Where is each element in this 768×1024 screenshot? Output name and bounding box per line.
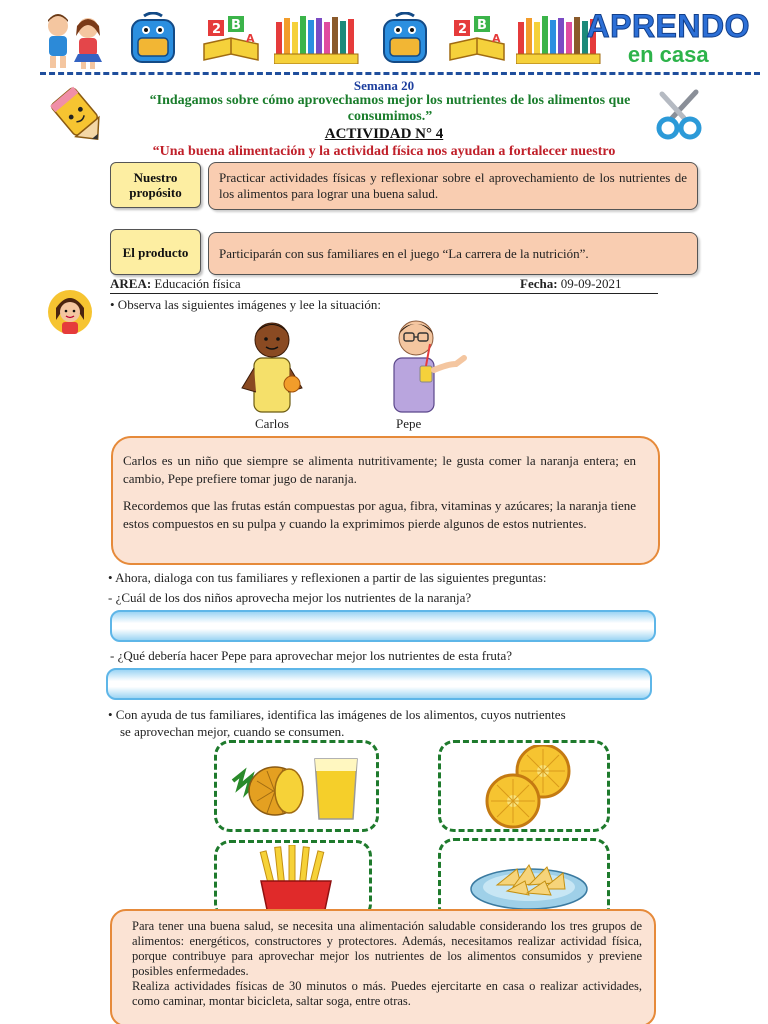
- book-abc-icon: [446, 14, 508, 64]
- proposito-label: Nuestro propósito: [129, 170, 182, 200]
- svg-text:2: 2: [212, 22, 222, 37]
- backpack-icon: [376, 12, 434, 64]
- pineapple-plate-icon: [467, 851, 591, 913]
- food-option-pineapple-slices[interactable]: [438, 740, 610, 832]
- logo-line-2: en casa: [627, 42, 709, 67]
- observa-instruction: • Observa las siguientes imágenes y lee la situación:: [110, 297, 381, 312]
- pineapple-juice-icon: [227, 751, 371, 823]
- area-label: AREA:: [110, 276, 152, 291]
- pineapple-slices-icon: [469, 745, 589, 829]
- producto-label-box: [110, 229, 201, 275]
- activity-number: ACTIVIDAD N° 4: [324, 126, 444, 142]
- info-paragraph-1: Para tener una buena salud, se necesita una alimentación saludable considerando los tres grupos de alimentos: energéticos, constructores y protectores. Además, necesitamos realizar actividad física, porque contribuye para aprovechar mejor los nutrientes de los alimentos consumidos y previene posibles enfermedades.: [132, 919, 642, 978]
- carlos-illustration: [236, 316, 308, 414]
- producto-label: El producto: [122, 244, 189, 260]
- area-field: [110, 276, 241, 292]
- identifica-instruction-line-1: • Con ayuda de tus familiares, identifica las imágenes de los alimentos, cuyos nutrientes: [108, 707, 566, 722]
- girl-icon: [44, 286, 96, 336]
- identifica-instruction-line-2: se aprovechan mejor, cuando se consumen.: [120, 724, 345, 739]
- dialoga-instruction: • Ahora, dialoga con tus familiares y reflexionen a partir de las siguientes preguntas:: [108, 570, 547, 585]
- food-option-french-fries[interactable]: [214, 840, 372, 920]
- kids-icon: [36, 10, 112, 70]
- area-fecha-row: [110, 276, 658, 294]
- story-paragraph-2: Recordemos que las frutas están compuestas por agua, fibra, vitaminas y azúcares; la naranja tiene estos compuestos en su pulpa y cuando la exprimimos pierde algunos de estos nutrientes.: [123, 498, 636, 531]
- svg-text:A: A: [246, 32, 255, 45]
- french-fries-icon: [251, 845, 341, 919]
- question-1: - ¿Cuál de los dos niños aprovecha mejor los nutrientes de la naranja?: [108, 590, 472, 605]
- answer-field-2[interactable]: [106, 668, 652, 700]
- food-option-pineapple-juice[interactable]: [214, 740, 379, 832]
- area-value: Educación física: [154, 276, 241, 291]
- story-paragraph-1: Carlos es un niño que siempre se alimenta nutritivamente; le gusta comer la naranja entera; en cambio, Pepe prefiere tomar jugo de naranja.: [123, 453, 636, 486]
- carlos-label: Carlos: [255, 416, 289, 431]
- info-box: [110, 909, 656, 1024]
- info-paragraph-2: Realiza actividades físicas de 30 minutos o más. Puedes ejercitarte en casa o realizar actividades, como caminar, montar bicicleta, saltar soga, entre otras.: [132, 979, 642, 1008]
- producto-text-box: [208, 232, 698, 275]
- activity-title: “Una buena alimentación y la actividad física nos ayudan a fortalecer nuestro: [152, 144, 616, 159]
- svg-text:2: 2: [458, 22, 468, 37]
- logo-line-1: APRENDO: [586, 8, 750, 44]
- pepe-illustration: [384, 314, 470, 414]
- pepe-label: Pepe: [396, 416, 422, 431]
- producto-text: Participarán con sus familiares en el juego “La carrera de la nutrición”.: [219, 245, 589, 261]
- proposito-label-box: [110, 162, 201, 208]
- answer-field-1[interactable]: [110, 610, 656, 642]
- fecha-field: [520, 276, 621, 292]
- aprendo-en-casa-logo: [586, 10, 750, 66]
- proposito-text: Practicar actividades físicas y reflexionar sobre el aprovechamiento de los nutrientes de los alimentos para lograr una buena salud.: [219, 170, 687, 201]
- svg-text:B: B: [231, 18, 241, 33]
- story-box: [111, 436, 660, 565]
- question-2: - ¿Qué debería hacer Pepe para aprovechar mejor los nutrientes de esta fruta?: [110, 648, 513, 663]
- book-abc-icon: [200, 14, 262, 64]
- svg-text:A: A: [492, 32, 501, 45]
- semana-label: Semana 20: [353, 78, 415, 93]
- banner-divider: [40, 72, 760, 75]
- backpack-icon: [124, 12, 182, 64]
- session-title: “Indagamos sobre cómo aprovechamos mejor los nutrientes de los alimentos que consumimos.”: [149, 93, 631, 124]
- fecha-label: Fecha:: [520, 276, 558, 291]
- pencils-icon: [274, 14, 360, 64]
- proposito-text-box: [208, 162, 698, 210]
- fecha-value: 09-09-2021: [560, 276, 622, 291]
- svg-text:B: B: [477, 18, 487, 33]
- header-banner: [0, 0, 768, 78]
